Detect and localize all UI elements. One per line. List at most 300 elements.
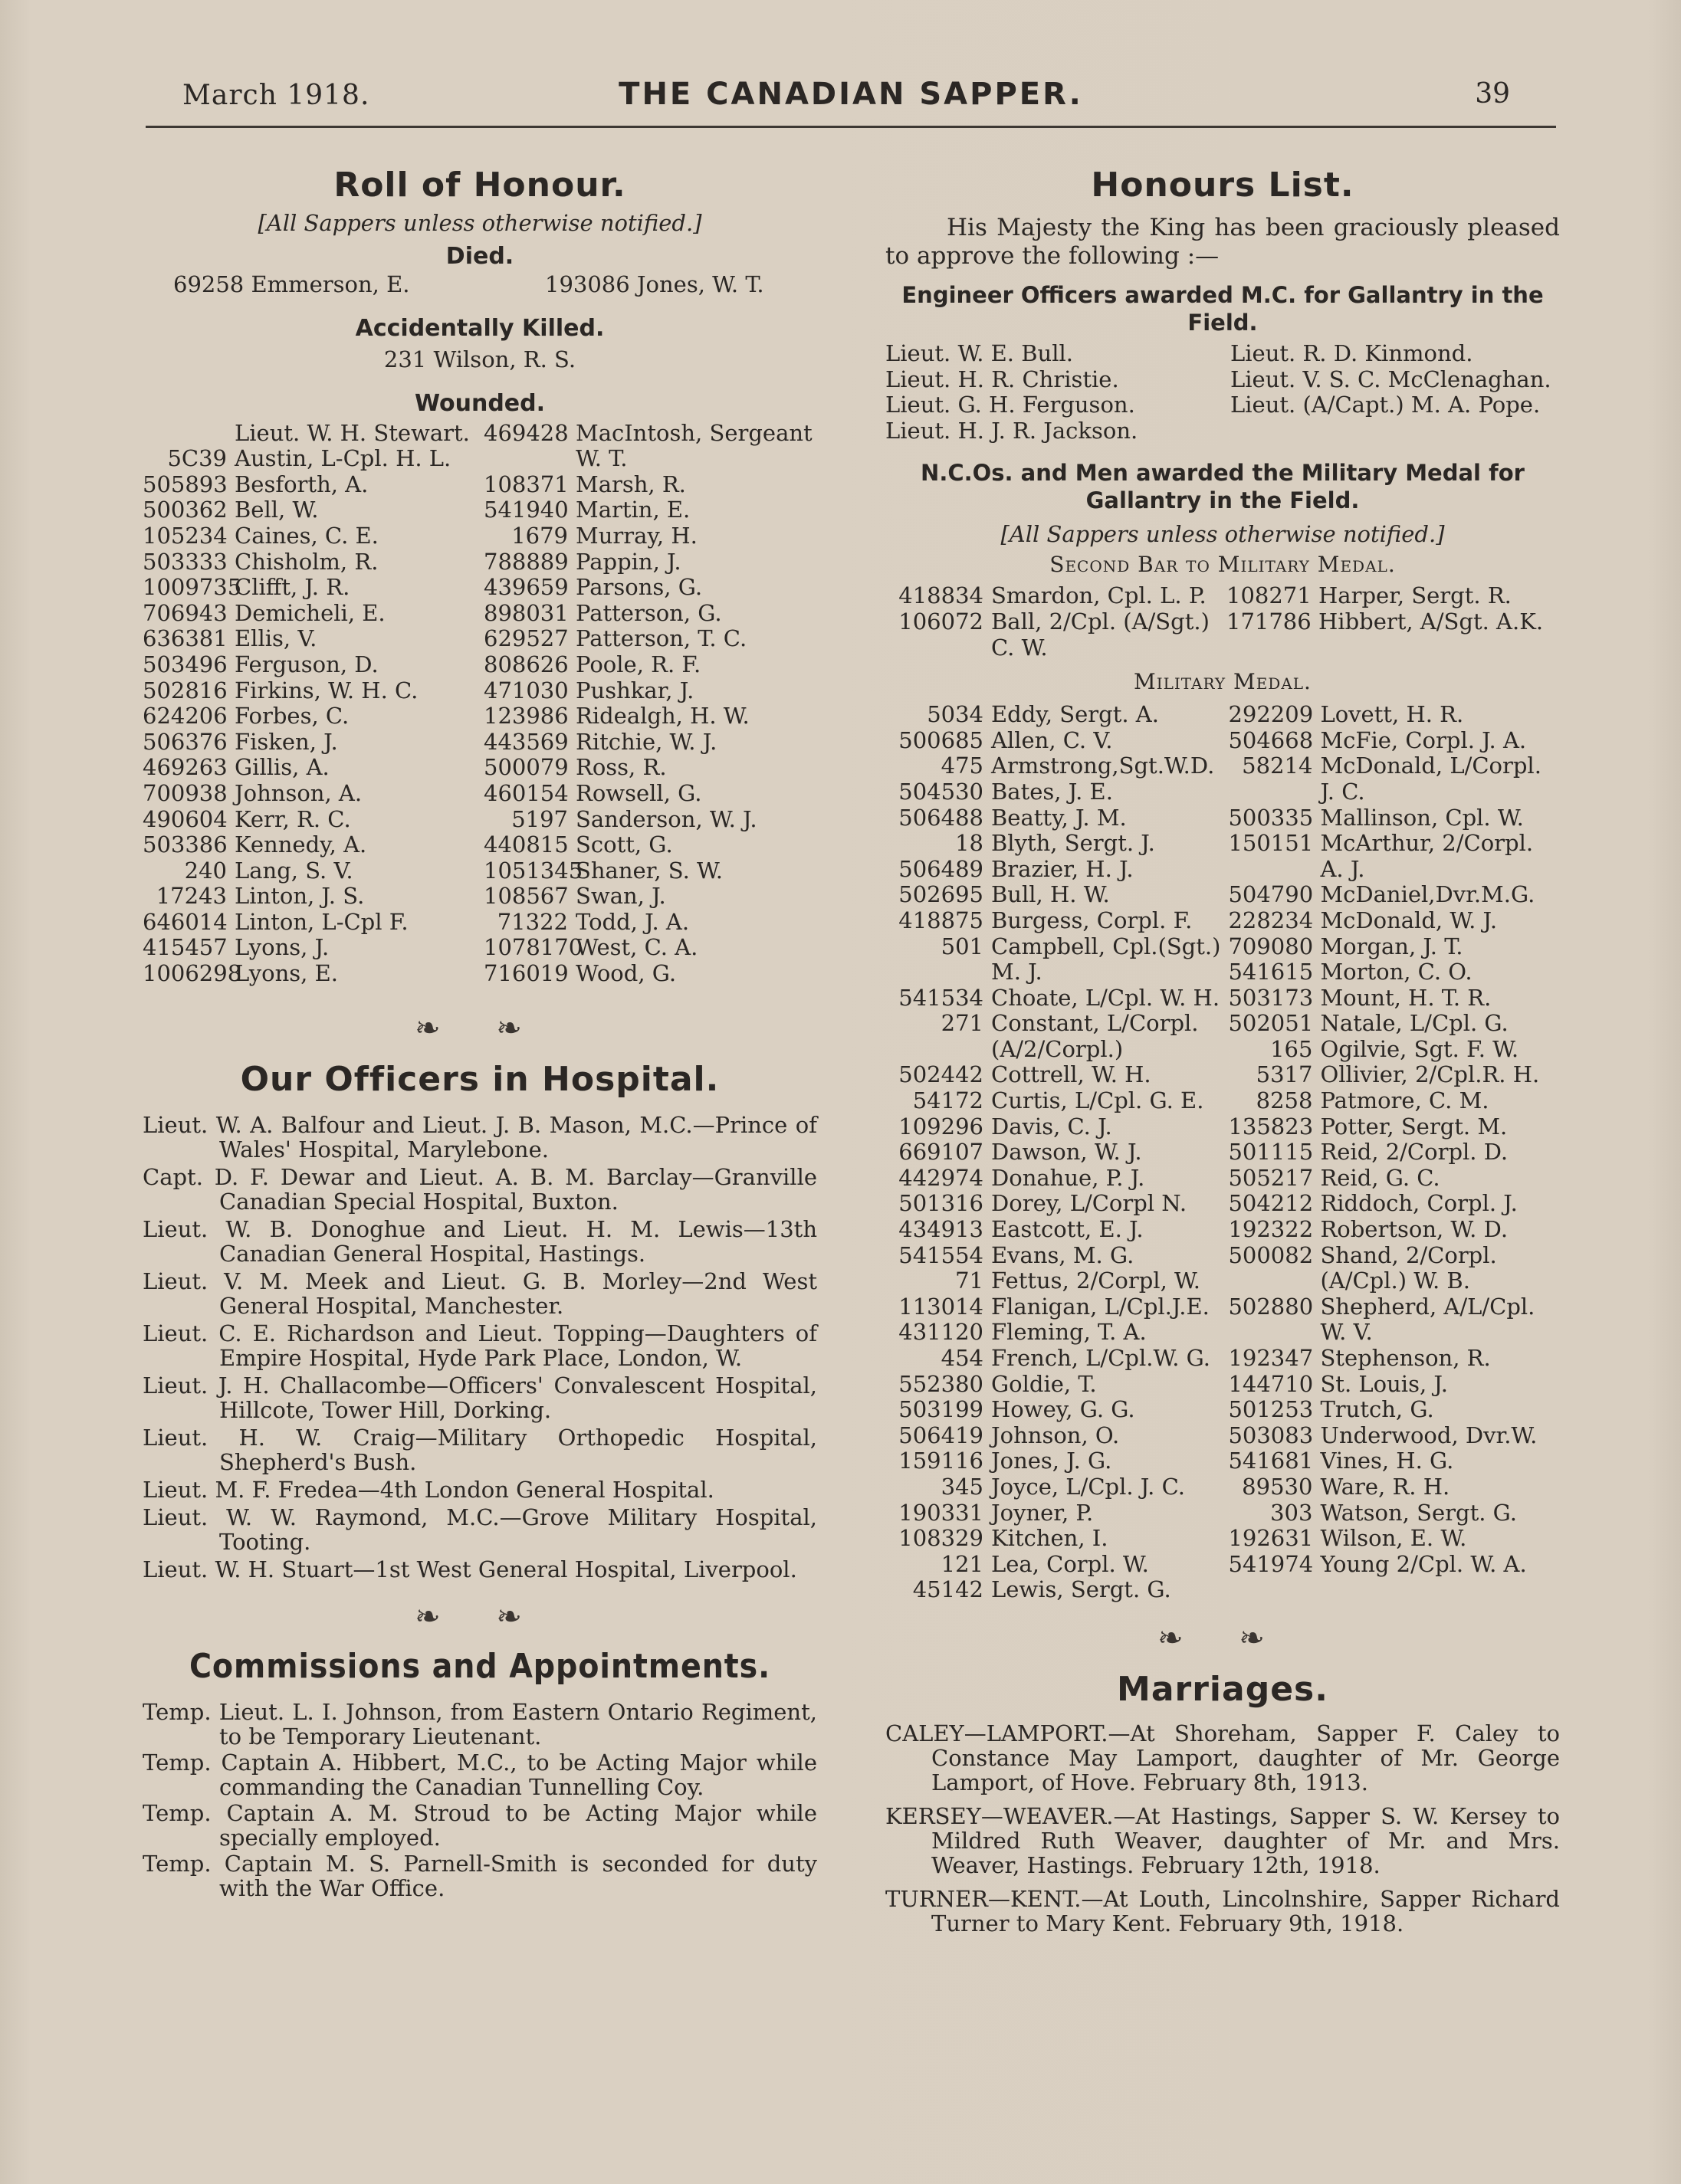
wounded-entry <box>484 884 817 910</box>
military-medal-entry <box>885 882 1220 908</box>
service-number: 5197 <box>511 805 568 832</box>
service-number: 443569 <box>484 728 569 755</box>
service-number: 1009735 <box>143 574 242 601</box>
service-number <box>1228 1320 1312 1346</box>
person-name: Riddoch, Corpl. J. <box>1320 1190 1518 1217</box>
person-name: Pappin, J. <box>576 548 681 575</box>
wounded-entry <box>484 858 817 884</box>
person-name: Martin, E. <box>576 497 691 523</box>
service-number: 192631 <box>1228 1525 1314 1552</box>
person-name: Demicheli, E. <box>235 599 386 626</box>
page-number: 39 <box>1475 78 1510 110</box>
person-name: Ware, R. H. <box>1320 1473 1450 1500</box>
service-number: 475 <box>941 753 983 779</box>
died-entry: 69258 Emmerson, E. <box>173 271 410 297</box>
service-number: 228234 <box>1228 907 1314 933</box>
service-number: 503386 <box>143 831 228 858</box>
person-name: Young 2/Cpl. W. A. <box>1320 1550 1527 1577</box>
service-number: 1006298 <box>143 960 242 987</box>
header-rule <box>146 126 1556 128</box>
service-number: 506419 <box>898 1422 983 1448</box>
wounded-entry <box>484 575 817 601</box>
service-number: 471030 <box>484 677 569 703</box>
ornament-divider: ❧ ❧ <box>415 1599 545 1635</box>
military-medal-entry <box>1228 1011 1560 1037</box>
person-name: Harper, Sergt. R. <box>1318 582 1512 609</box>
wounded-entry <box>484 626 817 652</box>
wounded-entry <box>143 961 476 987</box>
service-number: 669107 <box>898 1139 983 1166</box>
page-header <box>146 77 1556 130</box>
military-medal-entry <box>1228 1552 1560 1578</box>
military-medal-entry <box>885 1372 1220 1398</box>
commission-entry: Temp. Lieut. L. I. Johnson, from Eastern Ontario Regiment, to be Temporary Lieutenant. <box>143 1698 817 1749</box>
service-number: 144710 <box>1228 1370 1314 1397</box>
wounded-entry <box>484 730 817 756</box>
person-name: Eastcott, E. J. <box>991 1216 1144 1243</box>
person-name: Blyth, Sergt. J. <box>991 830 1155 857</box>
person-name: Allen, C. V. <box>991 726 1113 753</box>
military-medal-heading: Military Medal. <box>1134 669 1312 695</box>
military-medal-entry <box>885 1217 1220 1243</box>
military-medal-entry <box>1228 1268 1560 1294</box>
person-name: Patmore, C. M. <box>1320 1087 1489 1114</box>
service-number: 454 <box>941 1345 983 1371</box>
service-number: 636381 <box>143 625 228 652</box>
military-medal-entry <box>885 1114 1220 1140</box>
person-name: McFie, Corpl. J. A. <box>1320 726 1527 753</box>
service-number: 469428 <box>484 419 569 446</box>
person-name: C. W. <box>991 634 1048 661</box>
accident-heading: Accidentally Killed. <box>355 314 605 342</box>
second-bar-entry <box>885 635 1219 661</box>
service-number: 788889 <box>484 548 569 575</box>
wounded-entry <box>143 755 476 781</box>
service-number: 439659 <box>484 574 569 601</box>
wounded-entry <box>484 678 817 704</box>
died-entry: 193086 Jones, W. T. <box>545 271 764 297</box>
service-number: 109296 <box>898 1113 983 1140</box>
person-name: Flanigan, L/Cpl.J.E. <box>991 1293 1210 1320</box>
person-name: Constant, L/Corpl. <box>991 1010 1199 1037</box>
wounded-entry <box>484 961 817 987</box>
person-name: Patterson, T. C. <box>576 625 747 652</box>
commission-entry: Temp. Captain M. S. Parnell-Smith is seconded for duty with the War Office. <box>143 1850 817 1901</box>
person-name: Wood, G. <box>576 960 677 987</box>
military-medal-entry <box>1228 1500 1560 1527</box>
marriages-title: Marriages. <box>1117 1669 1328 1709</box>
person-name: (A/2/Corpl.) <box>991 1035 1124 1062</box>
service-number: 345 <box>941 1473 983 1500</box>
person-name: Marsh, R. <box>576 471 686 497</box>
wounded-entry <box>143 523 476 549</box>
service-number: 501316 <box>898 1190 983 1217</box>
person-name: Rowsell, G. <box>576 779 702 806</box>
service-number: 418875 <box>898 907 983 933</box>
military-medal-entry <box>1228 1217 1560 1243</box>
issue-month: March 1918. <box>182 80 370 111</box>
person-name: Chisholm, R. <box>235 548 379 575</box>
service-number: 503496 <box>143 651 228 677</box>
service-number: 503333 <box>143 548 228 575</box>
person-name: Wilson, E. W. <box>1320 1525 1467 1552</box>
person-name: Ridealgh, H. W. <box>576 703 750 730</box>
person-name: (A/Cpl.) W. B. <box>1320 1267 1470 1294</box>
wounded-entry <box>484 472 817 498</box>
wounded-entry <box>484 497 817 523</box>
military-medal-entry <box>885 1062 1220 1088</box>
person-name: Clifft, J. R. <box>235 574 350 601</box>
service-number: 440815 <box>484 831 569 858</box>
service-number: 504530 <box>898 778 983 805</box>
person-name: Murray, H. <box>576 522 698 549</box>
service-number <box>885 959 983 985</box>
service-number: 121 <box>941 1550 983 1577</box>
person-name: Parsons, G. <box>576 574 703 601</box>
service-number: 123986 <box>484 703 569 730</box>
right-column <box>885 157 1560 1945</box>
military-medal-entry <box>885 1320 1220 1346</box>
military-medal-entry <box>885 959 1220 985</box>
service-number: 552380 <box>898 1370 983 1397</box>
service-number: 504668 <box>1228 726 1314 753</box>
accident-entry: 231 Wilson, R. S. <box>383 346 576 372</box>
person-name: Watson, Sergt. G. <box>1320 1499 1518 1526</box>
person-name: Joyce, L/Cpl. J. C. <box>991 1473 1185 1500</box>
service-number: 490604 <box>143 805 228 832</box>
military-medal-entry <box>1228 779 1560 805</box>
person-name: Evans, M. G. <box>991 1241 1134 1268</box>
person-name: St. Louis, J. <box>1320 1370 1448 1397</box>
service-number: 105234 <box>143 522 228 549</box>
hospital-entry: Lieut. V. M. Meek and Lieut. G. B. Morley—2nd West General Hospital, Manchester. <box>143 1267 817 1319</box>
military-medal-entry <box>1228 882 1560 908</box>
honours-intro: His Majesty the King has been graciously pleased to approve the following :— <box>885 214 1560 270</box>
person-name: McDonald, W. J. <box>1320 907 1498 933</box>
person-name: Fisken, J. <box>235 728 338 755</box>
person-name: MacIntosh, Sergeant <box>576 419 813 446</box>
person-name: Smardon, Cpl. L. P. <box>991 582 1207 609</box>
service-number: 503083 <box>1228 1422 1314 1448</box>
service-number: 5034 <box>927 701 983 728</box>
service-number: 646014 <box>143 908 228 935</box>
person-name: Brazier, H. J. <box>991 855 1134 882</box>
person-name: Johnson, A. <box>235 779 363 806</box>
service-number: 541940 <box>484 497 569 523</box>
military-medal-entry <box>885 1088 1220 1114</box>
hospital-entry: Lieut. H. W. Craig—Military Orthopedic Hospital, Shepherd's Bush. <box>143 1424 817 1475</box>
person-name: Bull, H. W. <box>991 881 1110 908</box>
person-name: Trutch, G. <box>1320 1396 1434 1423</box>
service-number: 1679 <box>511 522 568 549</box>
person-name: Goldie, T. <box>991 1370 1097 1397</box>
military-medal-entry <box>1228 831 1560 857</box>
military-medal-entry <box>885 1191 1220 1217</box>
person-name: Bell, W. <box>235 497 319 523</box>
service-number: 108271 <box>1226 582 1312 609</box>
marriage-entry: CALEY—LAMPORT.—At Shoreham, Sapper F. Caley to Constance May Lamport, daughter of Mr. George Lamport, of Hove. February 8th, 1913. <box>885 1720 1560 1795</box>
wounded-entry <box>143 781 476 807</box>
wounded-entry <box>143 884 476 910</box>
military-medal-entry <box>1228 1448 1560 1474</box>
military-medal-entry <box>1228 1372 1560 1398</box>
commissions-list <box>143 1700 817 1900</box>
wounded-entry <box>143 601 476 627</box>
military-medal-entry <box>885 1011 1220 1037</box>
person-name: West, C. A. <box>576 934 698 961</box>
person-name: W. V. <box>1320 1319 1373 1346</box>
military-medal-entry <box>1228 1062 1560 1088</box>
service-number: 898031 <box>484 599 569 626</box>
person-name: Beatty, J. M. <box>991 804 1127 831</box>
service-number: 113014 <box>898 1293 983 1320</box>
service-number: 108371 <box>484 471 569 497</box>
service-number: 71 <box>955 1267 983 1294</box>
person-name: Reid, 2/Corpl. D. <box>1320 1139 1509 1166</box>
service-number: 165 <box>1270 1035 1313 1062</box>
service-number: 716019 <box>484 960 569 987</box>
wounded-list <box>143 421 817 987</box>
service-number: 418834 <box>898 582 983 609</box>
military-medal-entry <box>1228 857 1560 883</box>
person-name: Campbell, Cpl.(Sgt.) <box>991 933 1221 959</box>
person-name: Scott, G. <box>576 831 673 858</box>
service-number: 541554 <box>898 1241 983 1268</box>
person-name: Todd, J. A. <box>576 908 690 935</box>
wounded-entry <box>143 421 476 447</box>
mc-officer: Lieut. W. E. Bull. <box>885 340 1073 366</box>
person-name: Linton, J. S. <box>235 883 365 910</box>
person-name: Reid, G. C. <box>1320 1164 1440 1191</box>
person-name: Eddy, Sergt. A. <box>991 701 1159 728</box>
second-bar-right <box>1226 583 1560 661</box>
person-name: Underwood, Dvr.W. <box>1320 1422 1538 1448</box>
wounded-entry <box>484 523 817 549</box>
person-name: Swan, J. <box>576 883 666 910</box>
wounded-entry <box>484 935 817 961</box>
person-name: Jones, J. G. <box>991 1448 1112 1474</box>
person-name: Morgan, J. T. <box>1320 933 1463 959</box>
military-medal-entry <box>885 831 1220 857</box>
hospital-entry: Lieut. J. H. Challacombe—Officers' Convalescent Hospital, Hillcote, Tower Hill, Dorking. <box>143 1372 817 1423</box>
hospital-title: Our Officers in Hospital. <box>240 1059 720 1099</box>
person-name: Ross, R. <box>576 754 667 781</box>
military-medal-entry <box>1228 1037 1560 1063</box>
person-name: Ellis, V. <box>235 625 317 652</box>
military-medal-entry <box>885 702 1220 728</box>
service-number: 700938 <box>143 779 228 806</box>
person-name: Bates, J. E. <box>991 778 1113 805</box>
person-name: Ogilvie, Sgt. F. W. <box>1320 1035 1519 1062</box>
wounded-entry <box>484 446 817 472</box>
military-medal-list <box>885 702 1560 1603</box>
service-number: 502442 <box>898 1061 983 1088</box>
military-medal-entry <box>1228 985 1560 1012</box>
person-name: Gillis, A. <box>235 754 330 781</box>
commission-entry: Temp. Captain A. M. Stroud to be Acting Major while specially employed. <box>143 1799 817 1851</box>
service-number: 108329 <box>898 1525 983 1552</box>
service-number: 442974 <box>898 1164 983 1191</box>
service-number: 271 <box>941 1010 983 1037</box>
service-number: 505217 <box>1228 1164 1314 1191</box>
wounded-entry <box>143 575 476 601</box>
service-number: 150151 <box>1228 830 1314 857</box>
military-medal-entry <box>1228 1526 1560 1552</box>
service-number: 58214 <box>1242 753 1313 779</box>
military-medal-entry <box>1228 959 1560 985</box>
military-medal-entry <box>1228 1191 1560 1217</box>
person-name: Stephenson, R. <box>1320 1345 1491 1371</box>
person-name: Johnson, O. <box>991 1422 1120 1448</box>
service-number: 502695 <box>898 881 983 908</box>
journal-title: THE CANADIAN SAPPER. <box>619 77 1083 112</box>
person-name: Kennedy, A. <box>235 831 367 858</box>
second-bar-heading: Second Bar to Military Medal. <box>1049 552 1396 578</box>
wounded-entry <box>484 781 817 807</box>
service-number: 5C39 <box>167 445 227 472</box>
military-medal-entry <box>1228 1166 1560 1192</box>
person-name: Firkins, W. H. C. <box>235 677 419 703</box>
person-name: Linton, L-Cpl F. <box>235 908 409 935</box>
second-bar-entry <box>885 609 1219 635</box>
service-number: 541534 <box>898 984 983 1011</box>
wounded-entry <box>484 601 817 627</box>
person-name: McArthur, 2/Corpl. <box>1320 830 1534 857</box>
wounded-entry <box>143 678 476 704</box>
person-name: McDonald, L/Corpl. <box>1320 753 1541 779</box>
military-medal-entry <box>885 1423 1220 1449</box>
person-name: J. C. <box>1320 778 1365 805</box>
service-number: 17243 <box>156 883 227 910</box>
military-medal-entry <box>885 857 1220 883</box>
service-number: 706943 <box>143 599 228 626</box>
service-number: 501253 <box>1228 1396 1314 1423</box>
mc-officer: Lieut. H. J. R. Jackson. <box>885 417 1138 444</box>
military-medal-entry <box>885 805 1220 831</box>
military-medal-entry <box>1228 1140 1560 1166</box>
wounded-entry <box>143 652 476 678</box>
service-number: 469263 <box>143 754 228 781</box>
person-name: Donahue, P. J. <box>991 1164 1145 1191</box>
service-number: 192347 <box>1228 1345 1314 1371</box>
person-name: A. J. <box>1320 855 1365 882</box>
military-medal-entry <box>885 753 1220 779</box>
wounded-heading: Wounded. <box>414 389 546 417</box>
mc-list <box>885 341 1560 444</box>
military-medal-entry <box>1228 1423 1560 1449</box>
military-medal-entry <box>1228 1346 1560 1372</box>
mc-officer: Lieut. H. R. Christie. <box>885 366 1119 392</box>
person-name: Patterson, G. <box>576 599 722 626</box>
service-number <box>1228 857 1312 883</box>
military-medal-entry <box>885 1552 1220 1578</box>
marriage-entry: TURNER—KENT.—At Louth, Lincolnshire, Sapper Richard Turner to Mary Kent. February 9th, 1918. <box>885 1885 1560 1936</box>
military-medal-entry <box>1228 934 1560 960</box>
person-name: Ritchie, W. J. <box>576 728 717 755</box>
service-number: 190331 <box>898 1499 983 1526</box>
military-medal-entry <box>885 934 1220 960</box>
service-number: 106072 <box>898 608 983 635</box>
military-medal-entry <box>885 1397 1220 1423</box>
service-number: 18 <box>955 830 983 857</box>
military-medal-entry <box>885 985 1220 1012</box>
person-name: Shand, 2/Corpl. <box>1320 1241 1497 1268</box>
service-number: 500335 <box>1228 804 1314 831</box>
wounded-entry <box>143 910 476 936</box>
service-number: 501 <box>941 933 983 959</box>
military-medal-entry <box>885 1166 1220 1192</box>
wounded-entry <box>143 549 476 576</box>
person-name: Lewis, Sergt. G. <box>991 1576 1171 1603</box>
service-number: 159116 <box>898 1448 983 1474</box>
wounded-entry <box>143 858 476 884</box>
service-number: 505893 <box>143 471 228 497</box>
person-name: Joyner, P. <box>991 1499 1094 1526</box>
service-number <box>1228 779 1312 805</box>
person-name: Vines, H. G. <box>1320 1448 1454 1474</box>
military-medal-entry <box>1228 805 1560 831</box>
military-medal-entry <box>1228 1243 1560 1269</box>
died-list <box>143 272 817 298</box>
second-bar-list <box>885 583 1560 661</box>
service-number: 500362 <box>143 497 228 523</box>
person-name: Lea, Corpl. W. <box>991 1550 1149 1577</box>
service-number: 541681 <box>1228 1448 1314 1474</box>
service-number: 502816 <box>143 677 228 703</box>
hospital-entry: Lieut. W. A. Balfour and Lieut. J. B. Mason, M.C.—Prince of Wales' Hospital, Marylebone. <box>143 1111 817 1163</box>
service-number <box>143 421 227 447</box>
person-name: Ferguson, D. <box>235 651 379 677</box>
service-number: 171786 <box>1226 608 1312 635</box>
military-medal-entry <box>885 728 1220 754</box>
second-bar-entry <box>1226 583 1560 609</box>
service-number: 292209 <box>1228 701 1314 728</box>
person-name: Hibbert, A/Sgt. A.K. <box>1318 608 1544 635</box>
person-name: Lyons, E. <box>235 960 338 987</box>
person-name: Choate, L/Cpl. W. H. <box>991 984 1220 1011</box>
military-medal-right <box>1228 702 1560 1603</box>
wounded-left-list <box>143 421 476 987</box>
mc-heading: Engineer Officers awarded M.C. for Gallantry in the Field. <box>901 282 1544 336</box>
service-number: 500082 <box>1228 1241 1314 1268</box>
left-column <box>143 157 817 1902</box>
service-number: 500079 <box>484 754 569 781</box>
service-number <box>484 446 568 472</box>
service-number: 108567 <box>484 883 569 910</box>
person-name: Ball, 2/Cpl. (A/Sgt.) <box>991 608 1210 635</box>
service-number: 541615 <box>1228 959 1314 985</box>
wounded-entry <box>484 832 817 858</box>
wounded-entry <box>143 446 476 472</box>
military-medal-entry <box>885 1577 1220 1603</box>
wounded-entry <box>143 935 476 961</box>
person-name: French, L/Cpl.W. G. <box>991 1345 1210 1371</box>
person-name: Mount, H. T. R. <box>1320 984 1492 1011</box>
person-name: Austin, L-Cpl. H. L. <box>235 445 451 472</box>
hospital-entry: Lieut. W. W. Raymond, M.C.—Grove Military Hospital, Tooting. <box>143 1504 817 1555</box>
service-number: 5317 <box>1256 1061 1313 1088</box>
wounded-entry <box>143 472 476 498</box>
person-name: Shepherd, A/L/Cpl. <box>1320 1293 1535 1320</box>
second-bar-entry <box>885 583 1219 609</box>
mc-officer: Lieut. (A/Capt.) M. A. Pope. <box>1230 392 1541 418</box>
service-number: 504212 <box>1228 1190 1314 1217</box>
person-name: M. J. <box>991 959 1042 985</box>
service-number: 504790 <box>1228 881 1314 908</box>
hospital-entry: Lieut. M. F. Fredea—4th London General Hospital. <box>143 1476 714 1503</box>
person-name: McDaniel,Dvr.M.G. <box>1320 881 1535 908</box>
military-medal-entry <box>1228 702 1560 728</box>
